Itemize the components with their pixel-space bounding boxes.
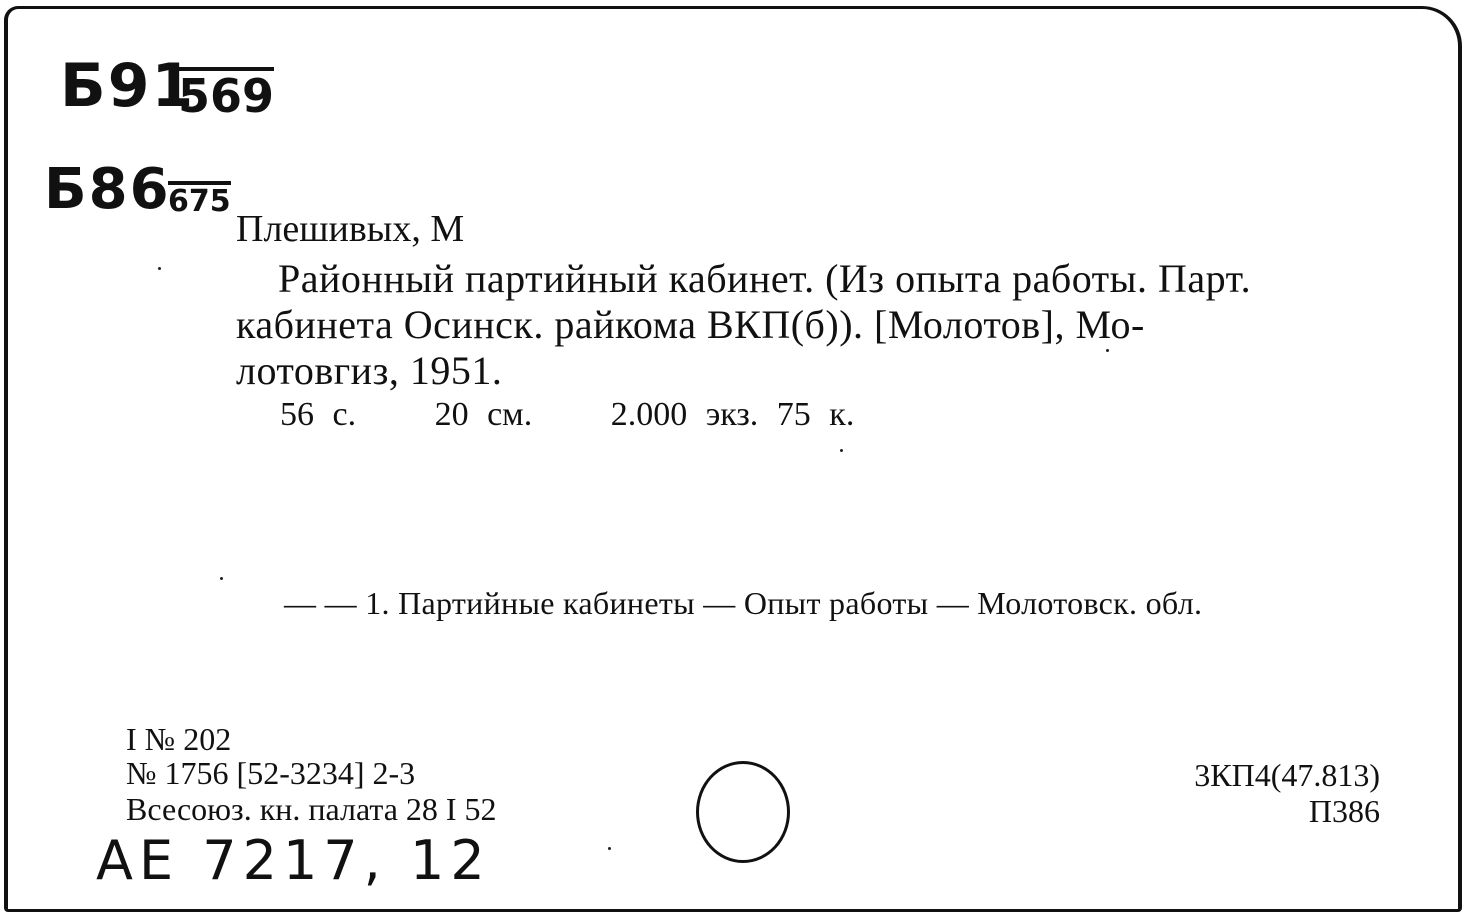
shelfmark-line1 <box>60 51 195 121</box>
classification-index: 3КП4(47.813) <box>1194 757 1380 793</box>
title-line-3: лотовгиз, 1951. <box>236 348 503 393</box>
registration-line-1: I № 202 <box>126 721 232 757</box>
ink-speck <box>1106 349 1109 352</box>
pages: 56 с. <box>280 396 357 433</box>
shelfmark-line2-sub: 675 <box>168 181 231 218</box>
classification-block <box>1194 757 1380 829</box>
registration-line-3: Всесоюз. кн. палата 28 I 52 <box>126 791 497 827</box>
ink-speck <box>220 577 223 580</box>
ink-speck <box>840 449 843 452</box>
author: Плешивых, М <box>236 208 465 250</box>
size: 20 см. <box>434 396 533 433</box>
shelfmark-line2-main: Б86 <box>44 157 171 222</box>
shelfmark-line2 <box>44 157 171 222</box>
ink-speck <box>608 847 611 850</box>
subject-headings: — — 1. Партийные кабинеты — Опыт работы — Молотовск. обл. <box>284 585 1203 621</box>
collation <box>280 393 914 437</box>
title-line-1: Районный партийный кабинет. (Из опыта работы. Парт. <box>278 256 1252 301</box>
author-mark: П386 <box>1308 793 1380 829</box>
catalog-card <box>4 6 1462 912</box>
title-line-2: кабинета Осинск. райкома ВКП(б)). [Молотов], Мо- <box>236 302 1145 347</box>
shelfmark-line1-sub: 569 <box>178 69 275 123</box>
inventory-number: АЕ 7217, 12 <box>96 829 491 892</box>
registration-line-2: № 1756 [52-3234] 2-3 <box>126 755 416 791</box>
ink-speck <box>158 267 161 270</box>
punch-hole <box>696 761 790 863</box>
shelfmark-line1-main: Б91 <box>60 51 196 121</box>
copies-price: 2.000 экз. 75 к. <box>610 396 855 433</box>
